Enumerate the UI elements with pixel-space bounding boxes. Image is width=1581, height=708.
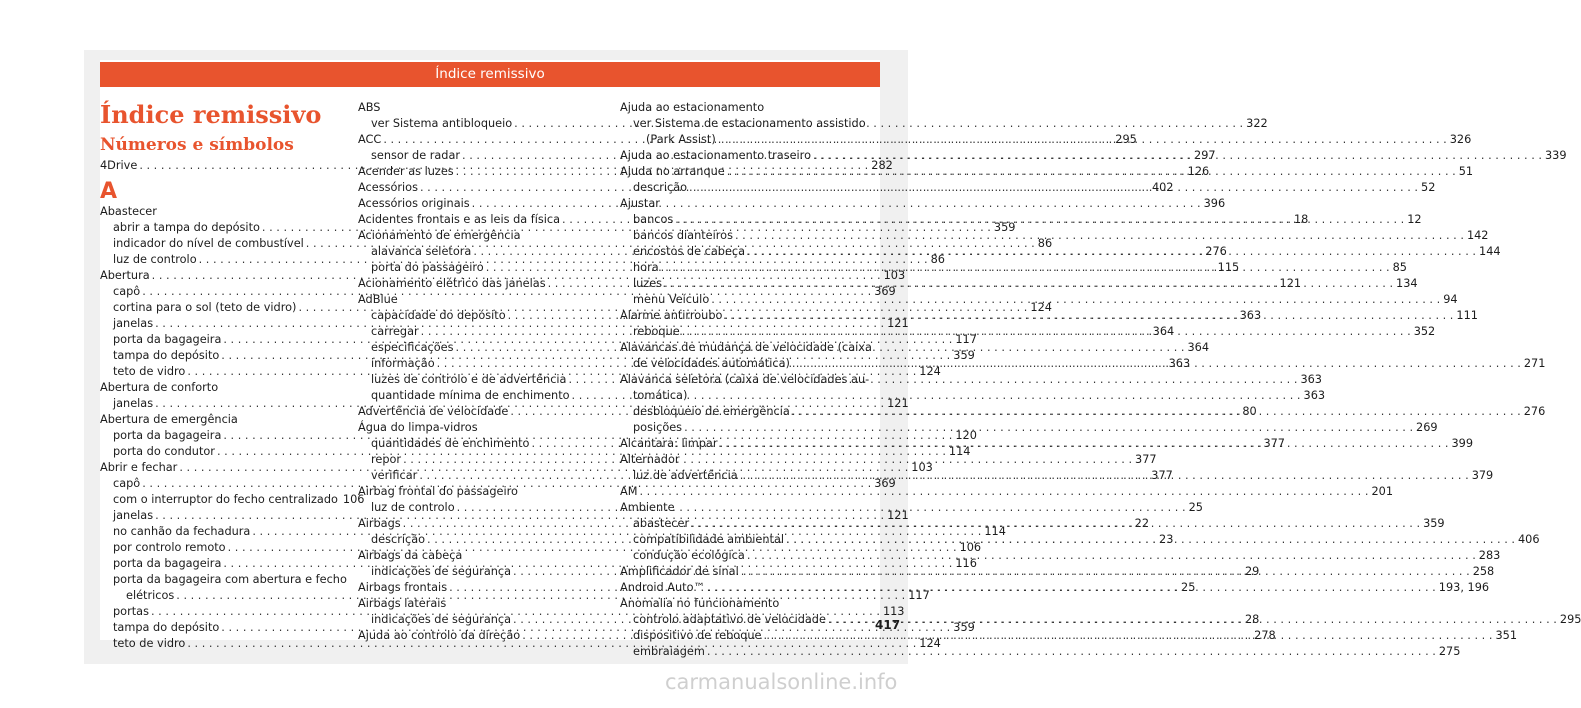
- entry-term: dispositivo de reboque: [633, 629, 762, 642]
- entry-page-number: 402: [1151, 181, 1174, 194]
- dot-leader: [664, 276, 1393, 292]
- entry-page-number: 121: [1279, 277, 1302, 290]
- entry-term: porta do condutor: [113, 445, 215, 458]
- entry-page-number: 115: [1217, 261, 1240, 274]
- entry-term: Ajuda ao controlo da direção: [358, 629, 521, 642]
- entry-page-number: 363: [1300, 373, 1322, 386]
- entry-term: ACC: [358, 133, 382, 146]
- dot-leader: [735, 228, 1464, 244]
- entry-page-number: 377: [1151, 469, 1173, 482]
- entry-page-number: 359: [953, 621, 975, 634]
- entry-page-number: 359: [1423, 517, 1445, 530]
- entry-page-number: 86: [1037, 237, 1053, 250]
- entry-term: informação: [371, 357, 435, 370]
- entry-term: Advertência de velocidade: [358, 405, 509, 418]
- entry-page-number: 283: [1478, 549, 1501, 562]
- entry-term: menu Veículo: [633, 293, 710, 306]
- entry-page-number: 379: [1471, 469, 1494, 482]
- entry-term: capô: [113, 285, 141, 298]
- entry-term: Airbags frontais: [358, 581, 448, 594]
- entry-page-number: 352: [1413, 325, 1436, 338]
- entry-term: abastecer: [633, 517, 690, 530]
- dot-leader: [682, 324, 1411, 340]
- entry-term: janelas: [113, 509, 154, 522]
- entry-term: Abertura de conforto: [100, 381, 219, 394]
- entry-term: embraiagem: [633, 645, 705, 658]
- entry-term: Abrir e fechar: [100, 461, 178, 474]
- dot-leader: [724, 308, 1453, 324]
- entry-term: Alcantara: limpar: [620, 437, 718, 450]
- entry-page-number: 103: [883, 269, 906, 282]
- entry-page-number: 377: [1263, 437, 1285, 450]
- entry-page-number: 359: [953, 349, 975, 362]
- entry-page-number: 114: [948, 445, 971, 458]
- entry-term: Abertura de emergência: [100, 413, 238, 426]
- index-entry: [358, 596, 600, 612]
- entry-page-number: 276: [1523, 405, 1546, 418]
- entry-page-number: 28: [1245, 613, 1260, 626]
- entry-term: Amplificador de sinal: [620, 565, 739, 578]
- entry-page-number: 144: [1479, 245, 1501, 258]
- entry-term: Acidentes frontais e as leis da física: [358, 213, 561, 226]
- entry-term: no canhão da fechadura: [113, 525, 251, 538]
- entry-page-number: 121: [887, 317, 909, 330]
- entry-page-number: 114: [984, 525, 1006, 538]
- entry-page-number: 142: [1466, 229, 1489, 242]
- entry-term: descrição: [371, 533, 426, 546]
- dot-leader: [711, 292, 1440, 308]
- entry-term: portas: [113, 605, 149, 618]
- entry-term: quantidades de enchimento: [371, 437, 530, 450]
- dot-leader: [720, 436, 1449, 452]
- entry-term: Android Auto™: [620, 581, 705, 594]
- entry-page-number: 369: [874, 477, 896, 490]
- dot-leader: [747, 548, 1476, 564]
- entry-term: luz de controlo: [371, 501, 455, 514]
- entry-page-number: 22: [1134, 517, 1150, 530]
- index-entry: [358, 420, 600, 436]
- entry-page-number: 85: [1392, 261, 1407, 274]
- entry-page-number: 121: [887, 509, 909, 522]
- entry-page-number: 86: [930, 253, 945, 266]
- entry-page-number: 297: [1194, 149, 1216, 162]
- entry-term: luzes de controlo e de advertência: [371, 373, 567, 386]
- entry-term: janelas: [113, 317, 154, 330]
- index-entry: [620, 596, 860, 612]
- entry-term: alavanca seletora: [371, 245, 472, 258]
- entry-term: luzes: [633, 277, 663, 290]
- entry-term: Airbags laterais: [358, 597, 447, 610]
- page-title: Índice remissivo: [100, 100, 322, 129]
- entry-page-number: 351: [1495, 629, 1518, 642]
- entry-term: porta da bagageira: [113, 557, 222, 570]
- entry-page-number: 258: [1472, 565, 1495, 578]
- entry-term: ver Sistema de estacionamento assistido: [633, 117, 866, 130]
- entry-term: encostos de cabeça: [633, 245, 746, 258]
- entry-term: Abastecer: [100, 205, 157, 218]
- entry-page-number: 124: [919, 365, 941, 378]
- entry-page-number: 326: [1449, 133, 1472, 146]
- entry-term: capacidade do depósito: [371, 309, 506, 322]
- index-entry: [100, 572, 347, 588]
- entry-term: desbloqueio de emergência: [633, 405, 790, 418]
- entry-page-number: 322: [1246, 117, 1268, 130]
- entry-term: Airbag frontal do passageiro: [358, 485, 518, 498]
- index-entry: [620, 388, 860, 404]
- entry-page-number: 103: [911, 461, 933, 474]
- index-entry: [100, 204, 337, 220]
- dot-leader: [639, 484, 1368, 500]
- dot-leader: [718, 132, 1447, 148]
- header-banner: Índice remissivo: [100, 62, 880, 87]
- page-number: 417: [875, 618, 901, 632]
- entry-term: Ajuda no arranque: [620, 165, 725, 178]
- entry-page-number: 369: [874, 285, 896, 298]
- dot-leader: [691, 516, 1420, 532]
- entry-term: abrir a tampa do depósito: [113, 221, 260, 234]
- entry-term: porta da bagageira: [113, 429, 222, 442]
- index-entry: [358, 484, 600, 500]
- entry-page-number: 295: [1115, 133, 1137, 146]
- dot-leader: [661, 260, 1390, 276]
- entry-page-number: 282: [871, 159, 893, 172]
- entry-term: tampa do depósito: [113, 621, 220, 634]
- entry-term: ABS: [358, 101, 381, 114]
- entry-term: carregar: [371, 325, 419, 338]
- entry-term: hora: [633, 261, 659, 274]
- entry-term: Anomalia no funcionamento: [620, 597, 780, 610]
- entry-page-number: 359: [993, 221, 1016, 234]
- entry-term: porta da bagageira com abertura e fecho: [113, 573, 347, 586]
- entry-term: Ambiente: [620, 501, 675, 514]
- entry-term: Alavancas de mudança de velocidade (caixa: [620, 341, 872, 354]
- entry-page-number: 117: [955, 333, 977, 346]
- index-entry: [620, 116, 866, 132]
- entry-page-number: 339: [1544, 149, 1567, 162]
- entry-term: ver Sistema antibloqueio: [371, 117, 513, 130]
- entry-term: Ajuda ao estacionamento traseiro: [620, 149, 811, 162]
- entry-term: Acionamento de emergência: [358, 229, 521, 242]
- index-entry: [100, 492, 365, 508]
- index-entry: [100, 412, 337, 428]
- entry-page-number: 94: [1443, 293, 1458, 306]
- dot-leader: [828, 612, 1557, 628]
- dot-leader: [689, 180, 1418, 196]
- entry-page-number: 364: [1187, 341, 1210, 354]
- entry-page-number: 23: [1159, 533, 1174, 546]
- entry-page-number: 106: [959, 541, 982, 554]
- entry-term: posições: [633, 421, 683, 434]
- entry-term: verificar: [371, 469, 418, 482]
- entry-page-number: 18: [1294, 213, 1309, 226]
- index-entry: [620, 644, 1461, 660]
- index-entry: [620, 452, 860, 468]
- entry-term: janelas: [113, 397, 154, 410]
- entry-page-number: 80: [1242, 405, 1257, 418]
- entry-term: AM: [620, 485, 638, 498]
- entry-term: Airbags da cabeça: [358, 549, 463, 562]
- entry-term: Acionamento elétrico das janelas: [358, 277, 546, 290]
- entry-term: porta do passageiro: [371, 261, 484, 274]
- index-letter-heading: A: [100, 179, 118, 204]
- dot-leader: [707, 580, 1436, 596]
- entry-page-number: 51: [1458, 165, 1474, 178]
- dot-leader: [707, 644, 1436, 660]
- entry-term: indicador do nível de combustível: [113, 237, 304, 250]
- entry-page-number: 113: [882, 605, 905, 618]
- entry-term: com o interruptor do fecho centralizado: [113, 493, 338, 506]
- entry-term: AdBlue: [358, 293, 398, 306]
- index-entry: [358, 548, 600, 564]
- entry-term: especificações: [371, 341, 454, 354]
- entry-term: compatibilidade ambiental: [633, 533, 785, 546]
- entry-page-number: 276: [1205, 245, 1227, 258]
- entry-term: sensor de radar: [371, 149, 461, 162]
- watermark: carmanualsonline.info: [665, 670, 898, 694]
- entry-page-number: 111: [1456, 309, 1478, 322]
- entry-page-number: 126: [1187, 165, 1210, 178]
- index-entry: [620, 372, 870, 388]
- entry-term: luz de controlo: [113, 253, 197, 266]
- entry-term: (Park Assist): [646, 133, 716, 146]
- entry-term: de velocidades automática): [633, 357, 790, 370]
- entry-term: Alarme antirroubo: [620, 309, 723, 322]
- entry-page-number: 29: [1245, 565, 1260, 578]
- section-heading: Números e símbolos: [100, 135, 294, 155]
- entry-term: bancos dianteiros: [633, 229, 733, 242]
- entry-page-number: 399: [1451, 437, 1474, 450]
- entry-term: Alternador: [620, 453, 680, 466]
- dot-leader: [675, 212, 1404, 228]
- entry-term: elétricos: [126, 589, 175, 602]
- entry-page-number: 52: [1421, 181, 1436, 194]
- entry-page-number: 269: [1416, 421, 1438, 434]
- dot-leader: [786, 532, 1515, 548]
- entry-page-number: 278: [1254, 629, 1276, 642]
- entry-term: Acessórios originais: [358, 197, 470, 210]
- entry-page-number: 406: [1518, 533, 1540, 546]
- index-entry: [620, 484, 1394, 500]
- entry-term: cortina para o sol (teto de vidro): [113, 301, 297, 314]
- entry-page-number: 377: [1135, 453, 1157, 466]
- entry-term: luz de advertência: [633, 469, 738, 482]
- dot-leader: [727, 164, 1456, 180]
- entry-term: teto de vidro: [113, 637, 186, 650]
- entry-page-number: 363: [1239, 309, 1262, 322]
- entry-page-number: 120: [955, 429, 977, 442]
- entry-page-number: 201: [1371, 485, 1394, 498]
- entry-page-number: 121: [887, 397, 909, 410]
- dot-leader: [763, 628, 1492, 644]
- entry-page-number: 25: [1188, 501, 1203, 514]
- index-entry: [358, 228, 600, 244]
- entry-term: tomática): [633, 389, 688, 402]
- index-entry: [358, 100, 600, 116]
- entry-term: condução ecológica: [633, 549, 745, 562]
- entry-term: por controlo remoto: [113, 541, 226, 554]
- dot-leader: [792, 356, 1521, 372]
- index-entry: [620, 100, 860, 116]
- entry-term: tampa do depósito: [113, 349, 220, 362]
- entry-term: Abertura: [100, 269, 150, 282]
- entry-term: Acessórios: [358, 181, 418, 194]
- entry-page-number: 124: [919, 637, 941, 650]
- entry-page-number: 193, 196: [1438, 581, 1490, 594]
- entry-page-number: 396: [1203, 197, 1226, 210]
- index-entry: [358, 292, 600, 308]
- index-entry: [620, 340, 872, 356]
- entry-page-number: 134: [1396, 277, 1418, 290]
- entry-term: reboque: [633, 325, 680, 338]
- entry-term: teto de vidro: [113, 365, 186, 378]
- dot-leader: [813, 148, 1542, 164]
- entry-term: quantidade mínima de enchimento: [371, 389, 570, 402]
- entry-page-number: 363: [1303, 389, 1326, 402]
- entry-page-number: 124: [1030, 301, 1052, 314]
- entry-term: indicações de segurança: [371, 613, 512, 626]
- dot-leader: [792, 404, 1521, 420]
- entry-term: Alavanca seletora (caixa de velocidades au-: [620, 373, 870, 386]
- entry-page-number: 25: [1181, 581, 1196, 594]
- dot-leader: [741, 564, 1470, 580]
- index-entry: [100, 380, 337, 396]
- entry-page-number: 364: [1152, 325, 1175, 338]
- entry-page-number: 295: [1559, 613, 1581, 626]
- dot-leader: [740, 468, 1469, 484]
- entry-page-number: 275: [1438, 645, 1461, 658]
- entry-term: Airbags: [358, 517, 401, 530]
- entry-term: Ajuda ao estacionamento: [620, 101, 765, 114]
- entry-page-number: 106: [342, 493, 365, 506]
- entry-term: 4Drive: [100, 159, 138, 172]
- entry-term: controlo adaptativo de velocidade: [633, 613, 826, 626]
- index-entry: [620, 196, 860, 212]
- entry-page-number: 363: [1168, 357, 1191, 370]
- dot-leader: [684, 420, 1413, 436]
- dot-leader: [747, 244, 1476, 260]
- index-entry: [620, 500, 860, 516]
- entry-term: capô: [113, 477, 141, 490]
- entry-page-number: 116: [955, 557, 977, 570]
- entry-page-number: 271: [1523, 357, 1546, 370]
- entry-term: Acender as luzes: [358, 165, 454, 178]
- entry-term: descrição: [633, 181, 688, 194]
- entry-term: Ajustar: [620, 197, 660, 210]
- entry-term: porta da bagageira: [113, 333, 222, 346]
- entry-term: indicações de segurança: [371, 565, 512, 578]
- entry-page-number: 117: [908, 589, 930, 602]
- entry-term: Água do limpa-vidros: [358, 421, 478, 434]
- entry-page-number: 12: [1407, 213, 1422, 226]
- entry-term: bancos: [633, 213, 674, 226]
- entry-term: repor: [371, 453, 402, 466]
